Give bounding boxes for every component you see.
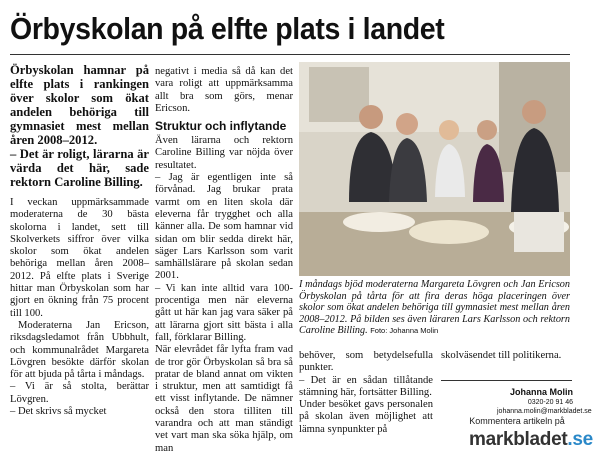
photo-caption — [299, 279, 570, 337]
photo-illustration — [299, 62, 570, 276]
column-3 — [299, 350, 433, 436]
comment-badge[interactable] — [463, 414, 593, 456]
body-paragraph: – Vi kan inte alltid vara 100-procentiga men när eleverna gått ut här kan jag vara säker på att lärarna gjort sitt bästa i alla fall, förklarar Billing. — [155, 282, 293, 343]
logo-tld: .se — [567, 429, 593, 450]
article-photo — [299, 62, 570, 276]
byline-rule — [441, 380, 572, 381]
headline: Örbyskolan på elfte plats i landet — [10, 11, 445, 46]
body-paragraph: skolväsendet till politikerna. — [441, 350, 562, 361]
author-phone: 0320-20 91 46 — [527, 399, 573, 406]
body-paragraph: – Det skrivs så mycket — [10, 406, 107, 418]
author-email: johanna.molin@markbladet.se — [497, 408, 592, 415]
body-paragraph: – Jag är egentligen inte så förvånad. Jag brukar prata varmt om en liten skola där eleverna får trygghet och alla känner alla. De som hamnar vid sidan om blir sedda direkt här, säger Lars Karlsson som varit samhällslärare på skolan sedan 2001. — [155, 172, 293, 282]
body-paragraph: När elevrådet får lyfta fram vad de tror gör Örbyskolan så bra så pratar de bland annat om vikten i struktur, men att samtidigt få ett visst inflytande. De nämner också den stora tilliten till varandra och att man ständigt vet vart man ska söka hjälp, om man — [155, 344, 293, 454]
logo-main: markbladet — [469, 429, 568, 450]
byline — [497, 387, 592, 416]
body-paragraph: behöver, som betydelsefulla punkter. — [299, 350, 433, 374]
ingress-quote: – Det är roligt, lärarna är värda det här, sade rektorn Caroline Billing. — [10, 147, 149, 189]
markbladet-logo[interactable] — [469, 429, 593, 451]
body-paragraph: Även lärarna och rektorn Caroline Billing var nöjda över resultatet. — [155, 135, 293, 171]
body-paragraph: I veckan uppmärksammade moderaterna de 30 bästa skolorna i landet, sett till Skolverkets siffror över vilka skolor som ökat andelen behöriga mellan åren 2008–2012. På elfte plats i Sverige hittar man Örbyskolan som har gjort en ökning från 75 procent till 100. — [10, 197, 149, 319]
headline-rule — [10, 54, 570, 55]
body-paragraph: – Det är en sådan tillåtande stämning här, fortsätter Billing. — [299, 374, 433, 398]
body-paragraph: Under besöket gavs personalen på skolan även möjlighet att lämna synpunkter på — [299, 399, 433, 435]
subheading: Struktur och inflytande — [155, 119, 287, 134]
caption-text: I måndags bjöd moderaterna Margareta Lövgren och Jan Ericson Örbyskolan på tårta för att fira deras höga placeringen över skolor som ökat andelen behöriga till gymnasiet mest mellan åren 2008–2012. På bilden ses även läraren Lars Karlsson och rektorn Caroline Billing. — [299, 279, 570, 337]
body-paragraph: – Vi är så stolta, berättar Lövgren. — [10, 381, 149, 405]
ingress-lead: Örbyskolan hamnar på elfte plats i rankingen över skolor som ökat andelen behöriga till gymnasiet mest mellan åren 2008–2012. — [10, 63, 149, 147]
photo-credit: Foto: Johanna Molin — [370, 326, 439, 336]
body-paragraph: Moderaterna Jan Ericson, riksdagsledamot från Ubbhult, och kommunalrådet Margareta Lövgren besökte därför skolan för att bjuda på tårta i måndags. — [10, 319, 149, 381]
author-name: Johanna Molin — [510, 387, 573, 397]
column-2 — [155, 66, 293, 455]
body-paragraph: negativt i media så då kan det vara roligt att uppmärksamma allt bra som görs, menar Ericson. — [155, 66, 293, 114]
column-4 — [441, 350, 572, 362]
column-1 — [10, 63, 149, 418]
comment-label: Kommentera artikeln på — [469, 416, 565, 426]
